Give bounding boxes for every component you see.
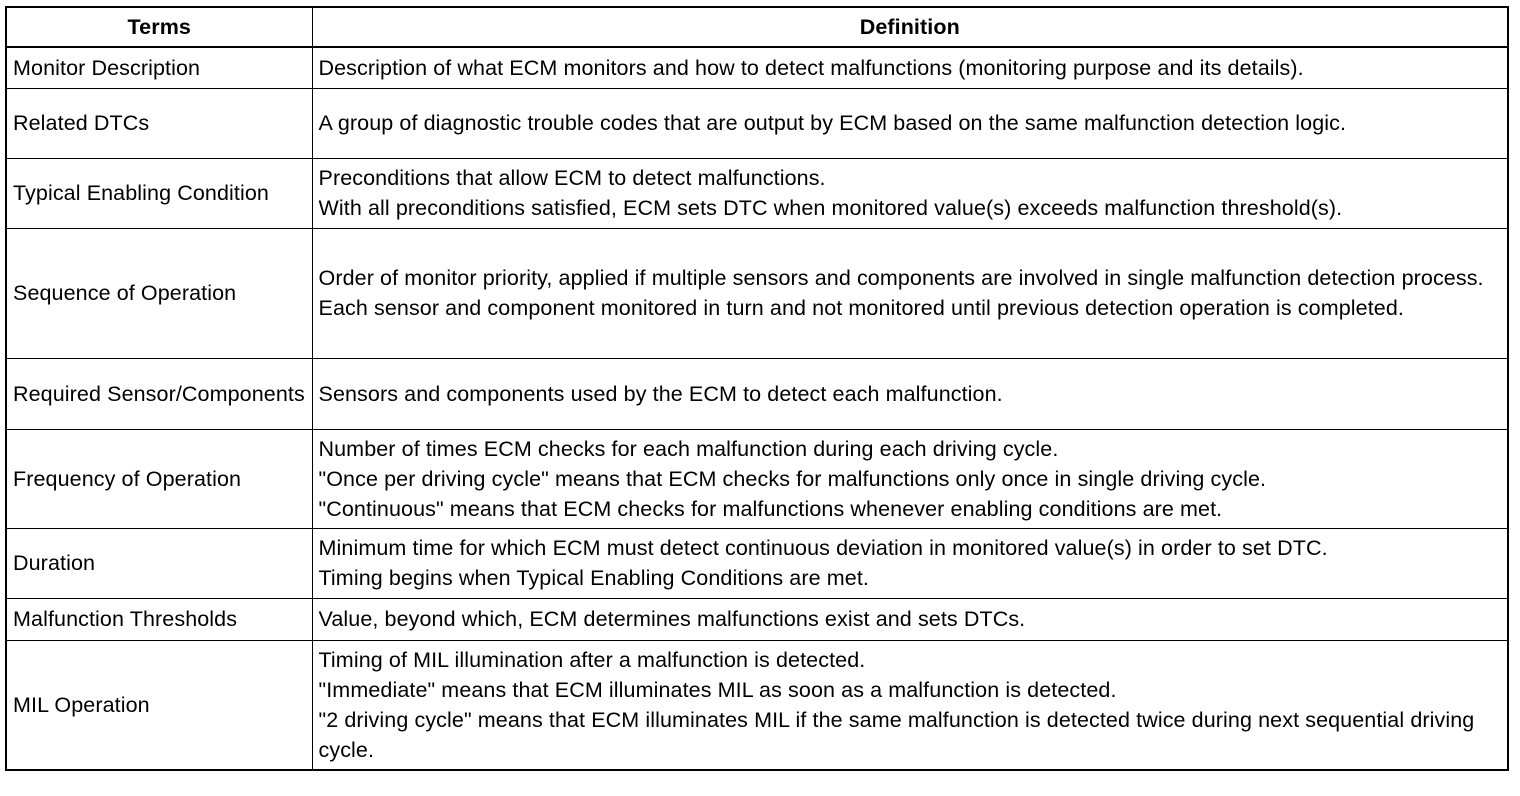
term-cell: Frequency of Operation (6, 429, 312, 528)
terms-definition-table (5, 6, 1509, 771)
term-cell: Typical Enabling Condition (6, 158, 312, 228)
definition-cell (312, 640, 1508, 770)
header-terms: Terms (6, 7, 312, 47)
definition-line: Minimum time for which ECM must detect continuous deviation in monitored value(s) in order to set DTC. (318, 536, 1328, 560)
definition-cell (312, 528, 1508, 598)
table-row (6, 640, 1508, 770)
table-row (6, 528, 1508, 598)
term-cell: Duration (6, 528, 312, 598)
table-row (6, 158, 1508, 228)
definition-line: Each sensor and component monitored in turn and not monitored until previous detection operation is completed. (318, 296, 1404, 320)
definition-line: Description of what ECM monitors and how to detect malfunctions (monitoring purpose and its details). (318, 55, 1304, 80)
definition-line: "Continuous" means that ECM checks for malfunctions whenever enabling conditions are met. (318, 496, 1223, 521)
definition-line: Preconditions that allow ECM to detect malfunctions. (318, 166, 826, 190)
definition-line: Sensors and components used by the ECM to detect each malfunction. (318, 381, 1003, 406)
definition-line: "2 driving cycle" means that ECM illuminates MIL if the same malfunction is detected twice during next sequential driving cycle. (318, 707, 1475, 762)
definition-line: Order of monitor priority, applied if multiple sensors and components are involved in single malfunction detection process. (318, 266, 1484, 290)
term-cell: Monitor Description (6, 47, 312, 88)
header-row (6, 7, 1508, 47)
definition-line: "Once per driving cycle" means that ECM checks for malfunctions only once in single driving cycle. (318, 466, 1267, 491)
definition-cell (312, 228, 1508, 358)
table-row (6, 429, 1508, 528)
definition-cell (312, 358, 1508, 429)
definition-cell (312, 598, 1508, 640)
header-definition: Definition (312, 7, 1508, 47)
term-cell: Sequence of Operation (6, 228, 312, 358)
definition-cell (312, 47, 1508, 88)
definition-line: Timing begins when Typical Enabling Conditions are met. (318, 566, 869, 590)
definition-cell (312, 158, 1508, 228)
term-cell: MIL Operation (6, 640, 312, 770)
table-body (6, 47, 1508, 770)
table-row (6, 47, 1508, 88)
table-row (6, 358, 1508, 429)
definition-line: A group of diagnostic trouble codes that are output by ECM based on the same malfunction detection logic. (318, 111, 1347, 135)
table-row (6, 228, 1508, 358)
term-cell: Malfunction Thresholds (6, 598, 312, 640)
term-cell: Required Sensor/Components (6, 358, 312, 429)
definition-line: Number of times ECM checks for each malfunction during each driving cycle. (318, 436, 1059, 461)
definition-line: "Immediate" means that ECM illuminates MIL as soon as a malfunction is detected. (318, 677, 1117, 702)
definition-line: Timing of MIL illumination after a malfunction is detected. (318, 647, 866, 672)
definition-line: With all preconditions satisfied, ECM sets DTC when monitored value(s) exceeds malfunction threshold(s). (318, 196, 1343, 220)
definition-line: Value, beyond which, ECM determines malfunctions exist and sets DTCs. (318, 607, 1026, 631)
table-row (6, 598, 1508, 640)
table-row (6, 88, 1508, 158)
term-cell: Related DTCs (6, 88, 312, 158)
definition-cell (312, 88, 1508, 158)
definition-cell (312, 429, 1508, 528)
